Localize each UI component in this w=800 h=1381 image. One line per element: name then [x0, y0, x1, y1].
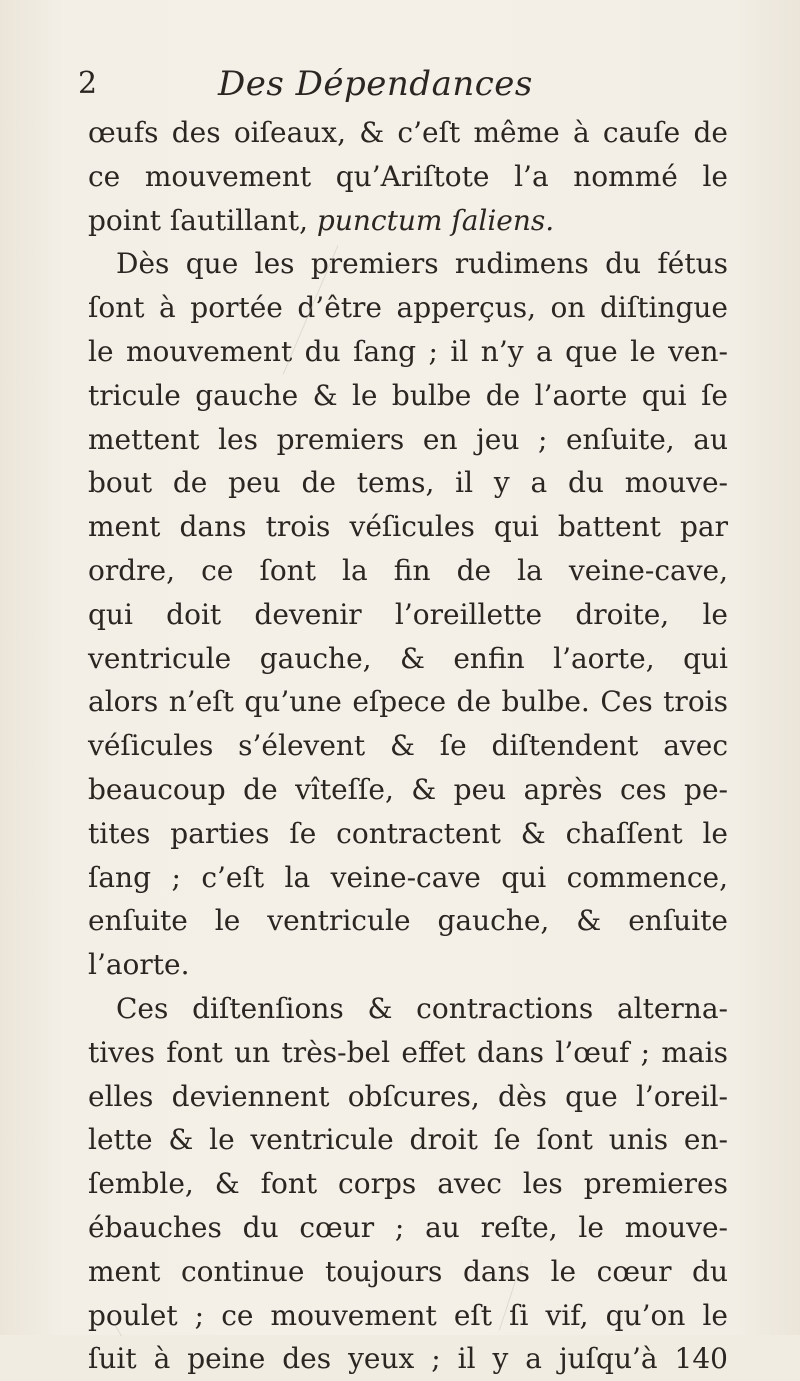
- text-line-9: bout de peu de tems, il y a du mouve-: [88, 466, 728, 500]
- text-line-28: poulet ; ce mouvement eſt ſi vif, qu’on le: [88, 1298, 728, 1332]
- text-line-29: ſuit à peine des yeux ; il y a juſqu’à 140: [88, 1342, 728, 1376]
- text-line-20: l’aorte.: [88, 948, 190, 982]
- text-line-1: œufs des oiſeaux, & c’eſt même à cauſe de: [88, 116, 728, 149]
- text-line-10: ment dans trois véſicules qui battent par: [88, 510, 728, 544]
- text-line-11: ordre, ce ſont la fin de la veine-cave,: [88, 553, 728, 587]
- body-text: [88, 111, 728, 1381]
- text-line-6: le mouvement du ſang ; il n’y a que le ven-: [88, 334, 728, 368]
- text-line-23: elles deviennent obſcures, dès que l’oreil-: [88, 1079, 728, 1113]
- text-line-8: mettent les premiers en jeu ; enſuite, au: [88, 422, 728, 456]
- text-line-17: tites parties ſe contractent & chaſſent le: [88, 816, 728, 850]
- page-number: 2: [78, 66, 98, 101]
- text-line-18: ſang ; c’eſt la veine-cave qui commence,: [88, 860, 728, 894]
- text-line-5: ſont à portée d’être apperçus, on diſtingue: [88, 291, 728, 325]
- text-line-14: alors n’eſt qu’une eſpece de bulbe. Ces trois: [88, 685, 728, 719]
- text-line-25: ſemble, & font corps avec les premieres: [88, 1167, 728, 1201]
- text-line-26: ébauches du cœur ; au reſte, le mouve-: [88, 1210, 728, 1244]
- text-line-22: tives font un très-bel effet dans l’œuf ; mais: [88, 1035, 728, 1069]
- text-line-4: Dès que les premiers rudimens du fétus: [116, 247, 728, 281]
- text-line-13: ventricule gauche, & enfin l’aorte, qui: [88, 641, 728, 675]
- text-line-24: lette & le ventricule droit ſe ſont unis en-: [88, 1123, 728, 1157]
- text-line-12: qui doit devenir l’oreillette droite, le: [88, 597, 728, 631]
- text-line-7: tricule gauche & le bulbe de l’aorte qui ſe: [88, 378, 728, 412]
- text-line-16: beaucoup de vîteſſe, & peu après ces pe-: [88, 772, 728, 806]
- text-line-2: ce mouvement qu’Ariſtote l’a nommé le: [88, 159, 728, 193]
- text-line-15: véſicules s’élevent & ſe diſtendent avec: [88, 729, 728, 763]
- text-line-21: Ces diſtenſions & contractions alterna-: [116, 991, 728, 1025]
- latin-term: punctum ſaliens.: [316, 203, 555, 237]
- running-head: Des Dépendances: [218, 64, 533, 104]
- text-line-3: [88, 199, 728, 243]
- text-line-27: ment continue toujours dans le cœur du: [88, 1254, 728, 1288]
- text-line-3-roman: point ſautillant,: [88, 203, 317, 237]
- page-header: [78, 58, 728, 108]
- text-line-19: enſuite le ventricule gauche, & enſuite: [88, 904, 728, 938]
